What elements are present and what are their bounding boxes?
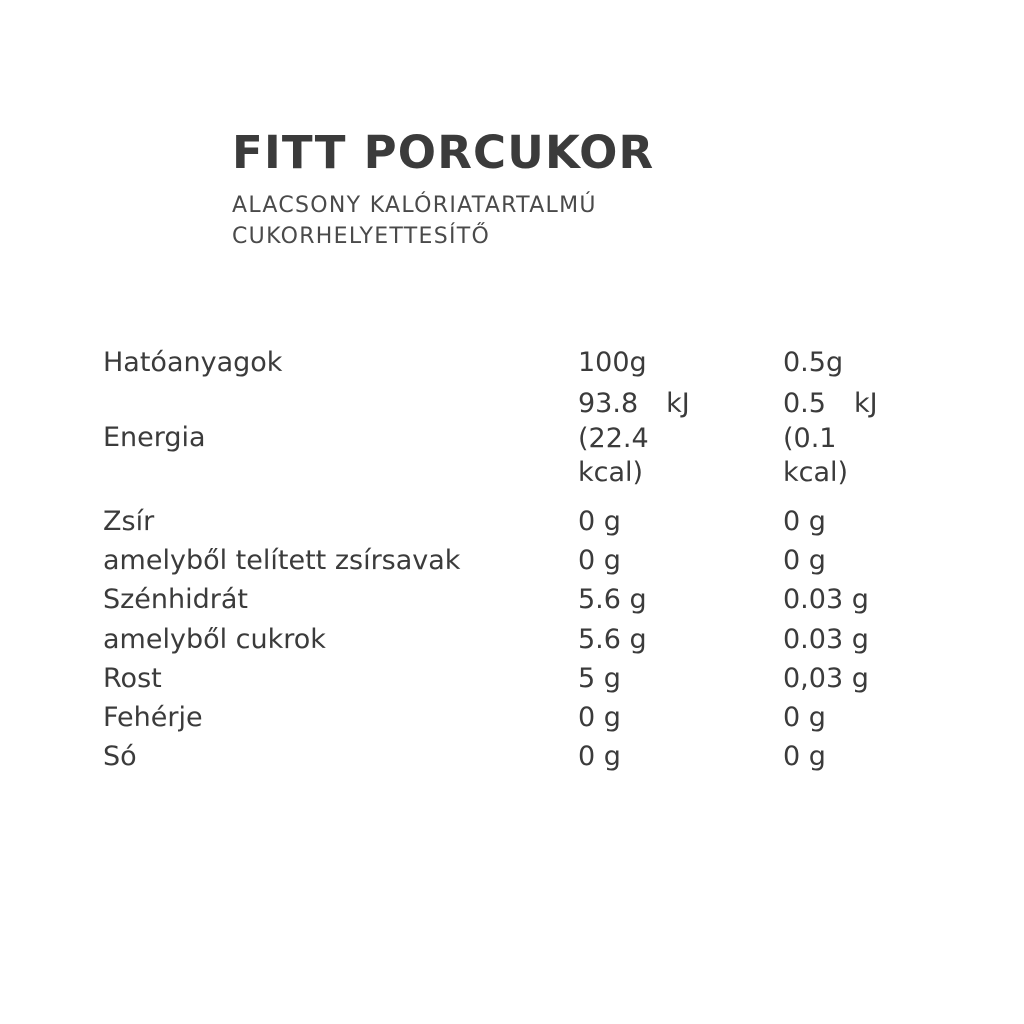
energy-kj-unit-100g: kJ xyxy=(666,388,690,420)
row-value-fat-100g: 0 g xyxy=(578,505,621,537)
row-value-fibre-100g: 5 g xyxy=(578,662,621,694)
table-row xyxy=(103,503,953,540)
product-subtitle: ALACSONY KALÓRIATARTALMÚ CUKORHELYETTESÍTŐ xyxy=(232,192,597,250)
row-label-sugars: amelyből cukrok xyxy=(103,623,326,655)
row-value-protein-100g: 0 g xyxy=(578,702,621,734)
header-column-100g: 100g xyxy=(578,347,647,378)
row-value-sugars-100g: 5.6 g xyxy=(578,623,647,655)
energy-kcal-line2-100g: kcal) xyxy=(578,457,644,489)
energy-kj-unit-05g: kJ xyxy=(853,388,878,420)
energy-kcal-line2-05g: kcal) xyxy=(783,457,849,489)
row-value-saturated-fat-05g: 0 g xyxy=(783,545,826,577)
row-label-carbohydrate: Szénhidrát xyxy=(103,584,249,616)
row-value-salt-100g: 0 g xyxy=(578,741,621,773)
table-row xyxy=(103,699,953,736)
energy-value-100g xyxy=(578,387,783,491)
row-value-carbohydrate-100g: 5.6 g xyxy=(578,584,647,616)
table-row-energy xyxy=(103,387,953,491)
energy-kcal-line1-100g: (22.4 xyxy=(578,422,649,454)
table-row xyxy=(103,542,953,579)
table-header-row xyxy=(103,344,953,381)
row-value-protein-05g: 0 g xyxy=(783,702,826,734)
row-value-fat-05g: 0 g xyxy=(783,505,826,537)
row-label-protein: Fehérje xyxy=(103,702,203,734)
table-row xyxy=(103,660,953,697)
nutrition-table xyxy=(103,344,953,778)
row-label-saturated-fat: amelyből telített zsírsavak xyxy=(103,545,461,577)
row-value-fibre-05g: 0,03 g xyxy=(783,662,869,694)
row-value-carbohydrate-05g: 0.03 g xyxy=(783,584,869,616)
row-value-saturated-fat-100g: 0 g xyxy=(578,545,621,577)
energy-kj-value-05g: 0.5 xyxy=(783,388,826,420)
page-title: FITT PORCUKOR xyxy=(232,126,655,179)
row-label-salt: Só xyxy=(103,741,137,773)
table-row xyxy=(103,738,953,775)
row-value-salt-05g: 0 g xyxy=(783,741,826,773)
energy-kcal-line1-05g: (0.1 xyxy=(783,422,837,454)
title-block xyxy=(232,128,932,253)
row-value-sugars-05g: 0.03 g xyxy=(783,623,869,655)
table-row xyxy=(103,581,953,618)
row-label-fibre: Rost xyxy=(103,662,162,694)
row-label-energy: Energia xyxy=(103,422,206,454)
table-row xyxy=(103,621,953,658)
header-column-05g: 0.5g xyxy=(783,347,844,378)
row-label-fat: Zsír xyxy=(103,505,155,537)
header-label-nutrients: Hatóanyagok xyxy=(103,347,283,378)
energy-value-05g xyxy=(783,387,953,491)
energy-kj-value-100g: 93.8 xyxy=(578,388,639,420)
